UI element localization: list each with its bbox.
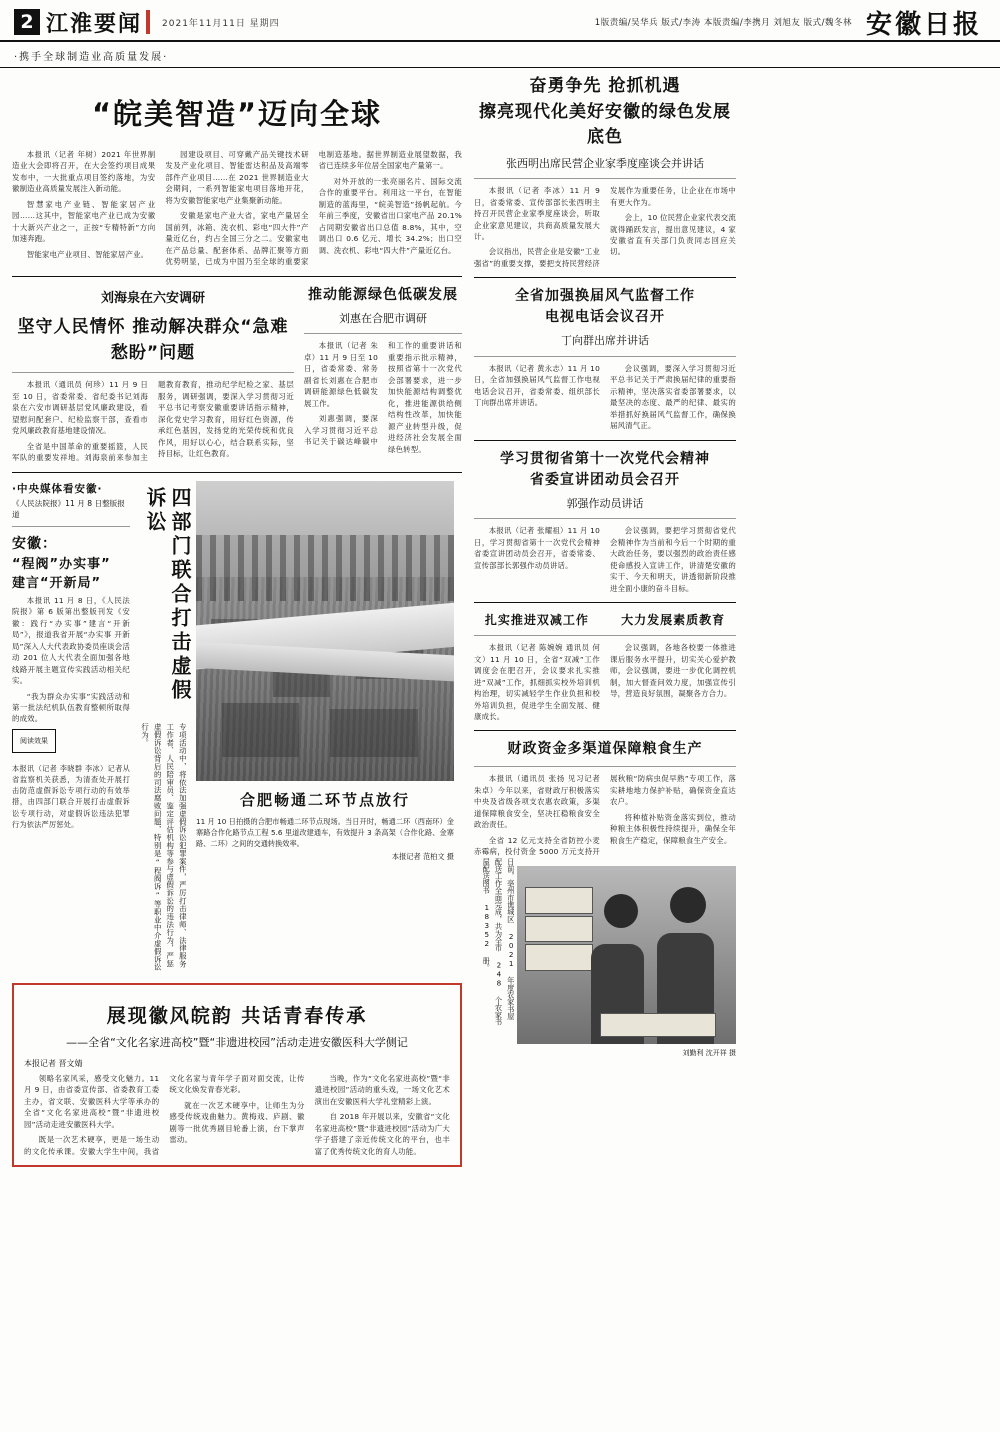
paragraph: 本报讯（通讯员 张扬 见习记者 朱卓）今年以来，省财政厅积极落实中央及省级各项支农惠农政策，多渠道保障粮食安全，坚决扛稳粮食安全政治责任。	[474, 774, 600, 830]
vertical-body-1: 专项活动中，将依法加强虚假诉讼犯罪案件，严厉打击律师、法律服务工作者、人民陪审员、鉴定评估机构等参与虚假诉讼的违法行为，严惩虚假诉讼背后的司法腐败问题，特别是“程阀诉”等职业中介虚假诉讼行为。	[140, 722, 188, 971]
story-headline: 学习贯彻省第十一次党代会精神	[500, 450, 710, 467]
editor-credits: 1版责编/吴华兵 版式/李涛 本版责编/李携月 刘旭友 版式/魏冬林	[594, 18, 852, 28]
photo-bottom-caption: 日前，亳州市谯城区 2021 年度农家书屋配送工作全面完成，共为全市 248 个农家书屋配送图书 18352 册。	[482, 857, 516, 1026]
paragraph: “我为群众办实事”实践活动和第一批法纪机队伍教育整顿所取得的成效。	[12, 691, 130, 724]
photo-books	[525, 944, 593, 971]
story-body	[474, 642, 736, 722]
divider	[474, 277, 736, 278]
paragraph: 本报讯（记者 李冰）11 月 9 日，省委常委、宣传部部长张西明主持召开民营企业家季度座谈会，听取企业家意见建议，共商高质量发展大计。	[474, 186, 600, 241]
story-headline-2: 电视电话会议召开	[545, 309, 665, 326]
media-box	[12, 481, 130, 973]
paragraph: 园建设项目、可穿戴产品关键技术研发及产业化项目、智能雷达积品及高端零部件产业项目……在 2021 世界制造业大会期间，一系列智能家电项目落地开花，将为安徽智能家电产业集聚新动能。	[165, 150, 309, 205]
section-name: 江淮要闻	[46, 11, 143, 37]
photo-note: 11 月 10 日拍摄的合肥市畅通二环节点现场。当日开时，畅通二环（西南环）金寨路合作化路节点工程 5.6 里道改建通车，有效提升 3 条高架（合作化路、金寨路、二环）之间的交通转换效率。	[196, 816, 454, 849]
paragraph: 当晚，作为“文化名家进高校”暨“非遗进校园”活动的重头戏，一场文化艺术演出在安徽医科大学礼堂精彩上演。	[314, 1073, 450, 1106]
reading-badge: 阅读效果	[12, 729, 56, 753]
story-kicker: 刘海泉在六安调研	[100, 290, 205, 306]
page-content	[0, 68, 1000, 1167]
story-body	[474, 773, 736, 857]
divider	[12, 276, 462, 277]
dual-headline-row	[474, 611, 736, 629]
vertical-title-wrap	[138, 481, 196, 973]
paragraph: 会议指出，民营企业是安徽“工业强省”的重要支撑，要把支持民营经济发展作为重要任务，让企业在市场中有更大作为。	[474, 186, 736, 268]
issue-date: 2021年11月11日 星期四	[162, 18, 280, 29]
divider	[474, 518, 736, 519]
paper-title: 安徽日报	[865, 9, 982, 40]
paragraph: 安徽是家电产业大省，家电产量居全国前列，冰箱、洗衣机、彩电“四大件”产量近亿台，约占全国三分之二。安徽家电在产品总量、配套体系、品牌汇聚等方面优势明显，已成为中国乃至全球的重要家电制造基地。据世界制造业展望数据，我省已连续多年位居全国家电产量第一。	[165, 150, 462, 267]
vertical-byline: 本报讯（记者 李晓群 李冰）记者从省监察机关获悉，为清查处开展打击防范虚假诉讼专项行动的有效举措，由四部门联合开展打击虚假诉讼专项行动，对虚假诉讼违法犯罪行为依法严厉惩处。	[12, 763, 130, 829]
photo-bottom-credit: 刘勤利 沈开祥 摄	[682, 1048, 736, 1057]
vertical-story	[12, 763, 130, 830]
paragraph: 自 2018 年开展以来，安徽省“文化名家进高校”暨“非遗进校园”活动为广大学子搭建了亲近传统文化的平台，也丰富了优秀传统文化的育人功能。	[314, 1112, 450, 1156]
divider	[474, 730, 736, 731]
photo-books	[525, 916, 593, 943]
story-headline-2: 省委宣讲团动员会召开	[530, 471, 680, 488]
vertical-headline: 四部门联合打击虚假诉讼	[143, 486, 192, 703]
divider	[12, 472, 462, 473]
story-headline: 全省加强换届风气监督工作	[515, 288, 695, 305]
right-headline-2: 擦亮现代化美好安徽的绿色发展底色	[479, 101, 731, 147]
media-title-line2: “程阀”办实事” 建言“开新局”	[12, 556, 111, 591]
column-left	[12, 74, 462, 1167]
feature-body	[24, 1073, 450, 1157]
running-head: ·携手全球制造业高质量发展·	[0, 42, 1000, 68]
paragraph: 智能家电产业项目、智能家居产业。	[26, 249, 149, 259]
media-kicker: ·中央媒体看安徽·	[12, 482, 103, 495]
divider	[474, 766, 736, 767]
photo-person-head	[670, 887, 706, 923]
paragraph: 对外开放的一张亮丽名片、国际交流合作的重要平台。利用这一平台，在智能制造的蓝海里，“皖美智造”扬帆起航。今年前三季度，安徽省出口家电产品 20.1% 占同期安徽省出口总值 8.8%，其中，空调出口 0.6 亿元、增长 34.2%；出口空调、洗衣机、彩电“四大件”产量近亿台。	[318, 176, 462, 255]
masthead	[0, 0, 1000, 42]
paragraph: 智慧家电产业链、智能家居产业园……这其中，智能家电产业已成为安徽十大新兴产业之一，正按“专精特新”方向加速奔跑。	[12, 199, 156, 244]
story-headline-right: 大力发展素质教育	[621, 613, 726, 628]
paragraph: 会议强调，各地各校要一体推进课后服务水平提升，切实关心爱护教师，会议强调，要进一步优化调控机制，加大督查问效力度，加强宣传引导，营造良好氛围，凝聚各方合力。	[610, 643, 736, 699]
paragraph: 本报讯（记者 朱卓）11 月 9 日至 10 日，省委常委、常务副省长刘惠在合肥市调研能源绿色低碳发展工作。	[304, 341, 378, 408]
paragraph: 本报讯（记者 张耀祖）11 月 10 日，学习贯彻省第十一次党代会精神省委宣讲团动员会召开，省委常委、宣传部部长郭强作动员讲话。	[474, 526, 600, 570]
story-body	[304, 340, 462, 455]
story-body	[12, 379, 294, 463]
page-number: 2	[14, 9, 40, 35]
photo-building	[222, 703, 299, 757]
paragraph: 会议强调，要把学习贯彻省党代会精神作为当前和今后一个时期的重大政治任务，要以强烈的政治责任感使命感投入宣讲工作，讲清楚安徽的实干、今天和明天，讲透彻新阶段推进全面小康的奋斗目标。	[610, 526, 736, 593]
story-subhead: 刘惠在合肥市调研	[339, 311, 427, 325]
paragraph: 既是一次艺术硬享，更是一场生动的文化传承课。安徽大学生中间，我省文化名家与青年学子面对面交流，让传统文化焕发青春光彩。	[24, 1073, 305, 1156]
story-liuhaiquan	[12, 285, 294, 464]
paragraph: 本报讯 11 月 8 日，《人民法院报》第 6 版第出整版刊发《安徽：践行“办实事”建言“开新局”》，报道我省开展“办实事 开新局”深入人大代表政协委员座谈会活动 201 位人大代表全面加强各地线路开展主题宣传实践活动相关纪实。	[12, 595, 130, 686]
divider	[12, 372, 294, 373]
city-aerial-photo	[196, 481, 454, 781]
paragraph: 领略名家风采，感受文化魅力。11 月 9 日，由省委宣传部、省委教育工委主办，省文联、安徽医科大学等承办的全省“文化名家进高校”暨“非遗进校园”活动走进安徽医科大学。	[24, 1073, 160, 1129]
story-subhead: 丁向群出席并讲话	[561, 334, 649, 348]
paragraph: 就在一次艺术硬享中，让师生为分感受传统戏曲魅力。黄梅戏、庐剧、徽剧等一批优秀剧目轮番上演，台下掌声雷动。	[169, 1100, 305, 1145]
two-story-row	[12, 285, 462, 464]
story-body	[474, 525, 736, 594]
right-headline-1: 奋勇争先 抢抓机遇	[529, 76, 681, 96]
lead-body	[12, 149, 462, 268]
feature-title: 展现徽风皖韵 共话青春传承	[106, 1004, 368, 1027]
photo-block	[196, 481, 454, 973]
column-right	[474, 74, 736, 1167]
story-headline-left: 扎实推进双减工作	[484, 613, 589, 628]
divider	[474, 440, 736, 441]
feature-subtitle: ——全省“文化名家进高校”暨“非遗进校园”活动走进安徽医科大学侧记	[66, 1035, 408, 1049]
paragraph: 会上，10 位民营企业家代表交流就得踊跃发言，提出意见建议，4 家安徽省直有关部门负责同志回应关切。	[610, 213, 736, 257]
media-body	[12, 595, 130, 725]
right-subhead: 张西明出席民营企业家季度座谈会并讲话	[506, 156, 704, 170]
paragraph: 将种植补贴资金落实到位，推动种粮主体积极性持续提升，确保全年粮食生产稳定，保障粮食生产安全。	[610, 812, 736, 845]
divider	[474, 635, 736, 636]
paragraph: 会议强调，要深入学习贯彻习近平总书记关于严肃换届纪律的重要指示精神，坚决落实省委部署要求，以最坚决的态度、最严的纪律、最实的举措抓好换届风气监督工作，确保换届风清气正。	[610, 363, 736, 431]
story-headline: 坚守人民情怀 推动解决群众“急难愁盼”问题	[17, 317, 289, 363]
feature-byline: 本报记者 晋文婧	[24, 1058, 83, 1068]
story-headline: 推动能源绿色低碳发展	[308, 286, 458, 303]
photo-books	[600, 1013, 716, 1036]
photo-person-head	[604, 894, 638, 928]
paragraph: 本报讯（通讯员 何珍）11 月 9 日至 10 日，省委常委、省纪委书记刘海泉在六安市调研基层党风廉政建设，看望慰问配套户、纪检监察干部，查看市党风廉政教育基地建设情况。	[12, 380, 148, 436]
red-divider-icon	[146, 10, 150, 34]
paragraph: 全省 12 亿元支持全省防控小麦赤霉病，投付资金 5000 万元支持开展秋粮“防病虫促早熟”专项工作，落实耕地地力保护补贴，确保资金直达农户。	[474, 774, 736, 857]
bookshelf-photo	[517, 866, 736, 1044]
divider	[304, 333, 462, 334]
photo-caption: 合肥畅通二环节点放行	[239, 790, 410, 809]
paragraph: 本报讯（记者 陈婉婉 通讯员 何文）11 月 10 日，全省“双减”工作调度会在肥召开，会议要求扎实推进“双减”工作，抓细抓实校外培训机构治理，切实减轻学生作业负担和校外培训负担，促进学生全面发展、健康成长。	[474, 643, 600, 721]
bottom-photo-wrap	[517, 858, 736, 1059]
divider	[474, 602, 736, 603]
divider	[12, 526, 130, 527]
story-energy	[304, 285, 462, 464]
paragraph: 本报讯（记者 年树）2021 年世界制造业大会即将召开，在大会签约项目成果发布中，一大批重点项目签约落地，为安徽制造业高质量发展注入新动能。	[12, 150, 156, 194]
story-subhead: 郭强作动员讲话	[566, 496, 644, 510]
lead-headline: “皖美智造”迈向全球	[91, 97, 383, 131]
photo-building	[330, 709, 418, 757]
paragraph: 本报讯（记者 黄永志）11 月 10 日，全省加强换届风气监督工作电视电话会议召开，省委常委、组织部长丁向群出席并讲话。	[474, 363, 600, 408]
photo-credit: 本报记者 范柏文 摄	[391, 852, 454, 862]
story-headline: 财政资金多渠道保障粮食生产	[507, 741, 703, 758]
right-body-1	[474, 185, 736, 269]
photo-books	[525, 887, 593, 914]
feature-article-box	[12, 983, 462, 1167]
bottom-photo-row	[474, 858, 736, 1059]
story-body	[474, 363, 736, 432]
paragraph: 全省是中国革命的重要摇篮，人民军队的重要发祥地。刘海泉前来参加主题教育教育，推动纪学纪检之家、基层服务，调研强调，要深入学习贯彻习近平总书记考察安徽重要讲话指示精神，深化党史学习教育，用好红色资源，传承红色基因，发扬党的光荣传统和优良作风，用好以心心，结合联系实际，坚持目标，让红色教育。	[12, 380, 294, 463]
media-title-line1: 安徽：	[12, 535, 57, 552]
media-and-photo-row	[12, 481, 462, 973]
photo-skyline	[196, 535, 454, 601]
paragraph: 刘惠强调，要深入学习贯彻习近平总书记关于碳达峰碳中和工作的重要讲话和重要指示批示精神，按照省第十一次党代会部署要求，进一步加快能源结构调整优化，推进能源供给侧结构性改革，加快能源产业转型升级，促进经济社会发展全面绿色转型。	[304, 341, 462, 454]
divider	[474, 356, 736, 357]
divider	[474, 178, 736, 179]
media-source: 《人民法院报》11 月 8 日整版报道	[12, 498, 125, 519]
